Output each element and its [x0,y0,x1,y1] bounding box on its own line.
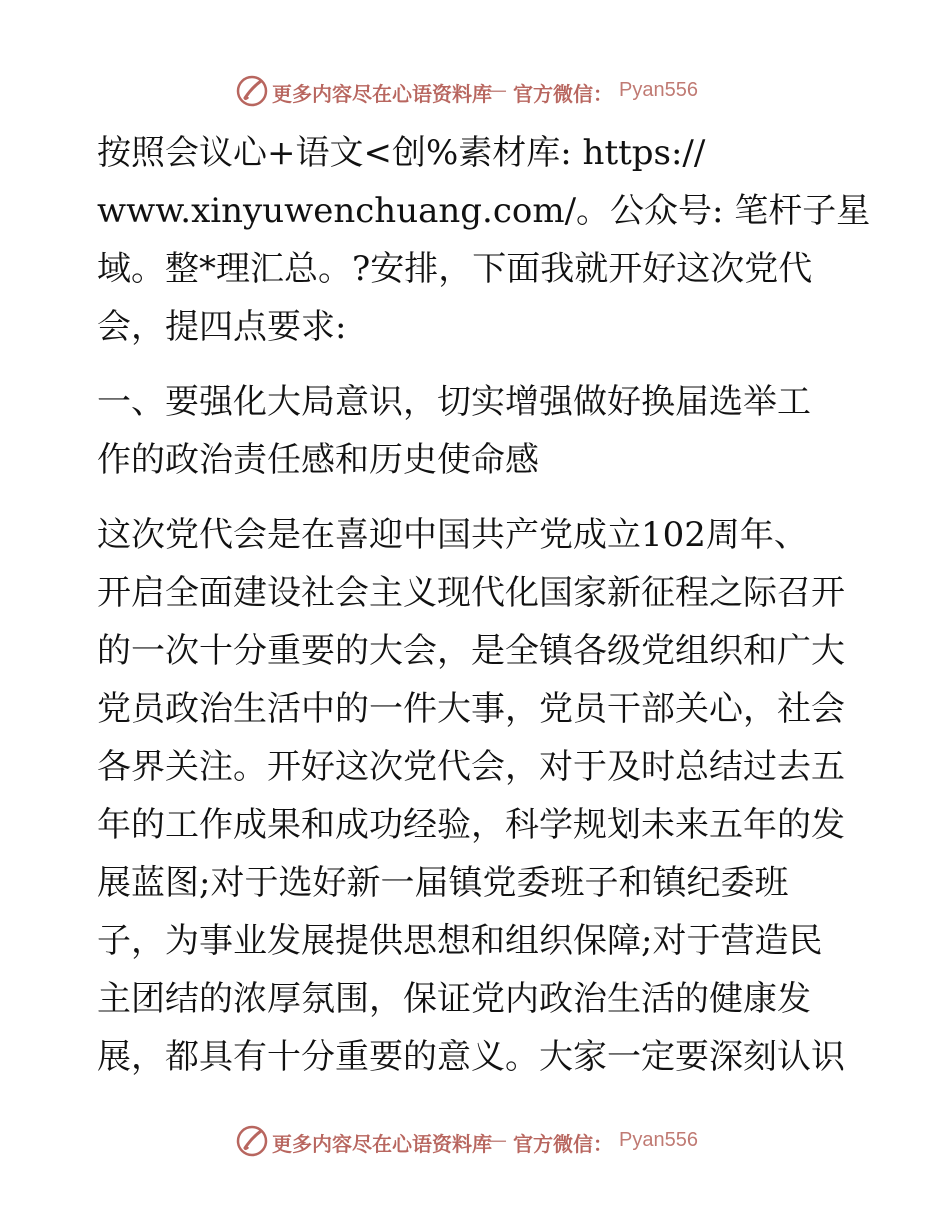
body-line: 按照会议心+语文<创%素材库: https:// [97,133,706,173]
brush-logo-icon [235,74,269,108]
banner-separator: — [487,78,507,102]
banner-text: 更多内容尽在心语资料库 [272,1132,492,1156]
section-heading-line: 一、要强化大局意识，切实增强做好换届选举工 [97,382,811,422]
body-line: 党员政治生活中的一件大事，党员干部关心，社会 [97,689,845,729]
banner-contact-handle: Pyan556 [619,1129,698,1151]
banner-contact-label: 官方微信： [513,82,613,106]
body-line: www.xinyuwenchuang.com/。公众号: 笔杆子星 [97,191,871,231]
body-line: 主团结的浓厚氛围，保证党内政治生活的健康发 [97,979,811,1019]
banner-text: 更多内容尽在心语资料库 [272,82,492,106]
body-line: 展蓝图;对于选好新一届镇党委班子和镇纪委班 [97,863,789,903]
body-line: 子，为事业发展提供思想和组织保障;对于营造民 [97,921,823,961]
body-line: 年的工作成果和成功经验，科学规划未来五年的发 [97,805,845,845]
banner-contact-handle: Pyan556 [619,79,698,101]
banner-separator: — [487,1128,507,1152]
body-line: 会，提四点要求: [97,307,347,347]
body-line: 开启全面建设社会主义现代化国家新征程之际召开 [97,573,845,613]
brush-logo-icon [235,1124,269,1158]
body-line: 各界关注。开好这次党代会，对于及时总结过去五 [97,747,845,787]
header-banner [0,72,950,112]
banner-contact-label: 官方微信： [513,1132,613,1156]
body-line: 展，都具有十分重要的意义。大家一定要深刻认识 [97,1037,845,1077]
body-line: 的一次十分重要的大会，是全镇各级党组织和广大 [97,631,845,671]
section-heading-line: 作的政治责任感和历史使命感 [97,440,539,480]
body-line: 这次党代会是在喜迎中国共产党成立102周年、 [97,515,808,555]
footer-banner [0,1122,950,1162]
body-line: 域。整*理汇总。?安排，下面我就开好这次党代 [97,249,813,289]
